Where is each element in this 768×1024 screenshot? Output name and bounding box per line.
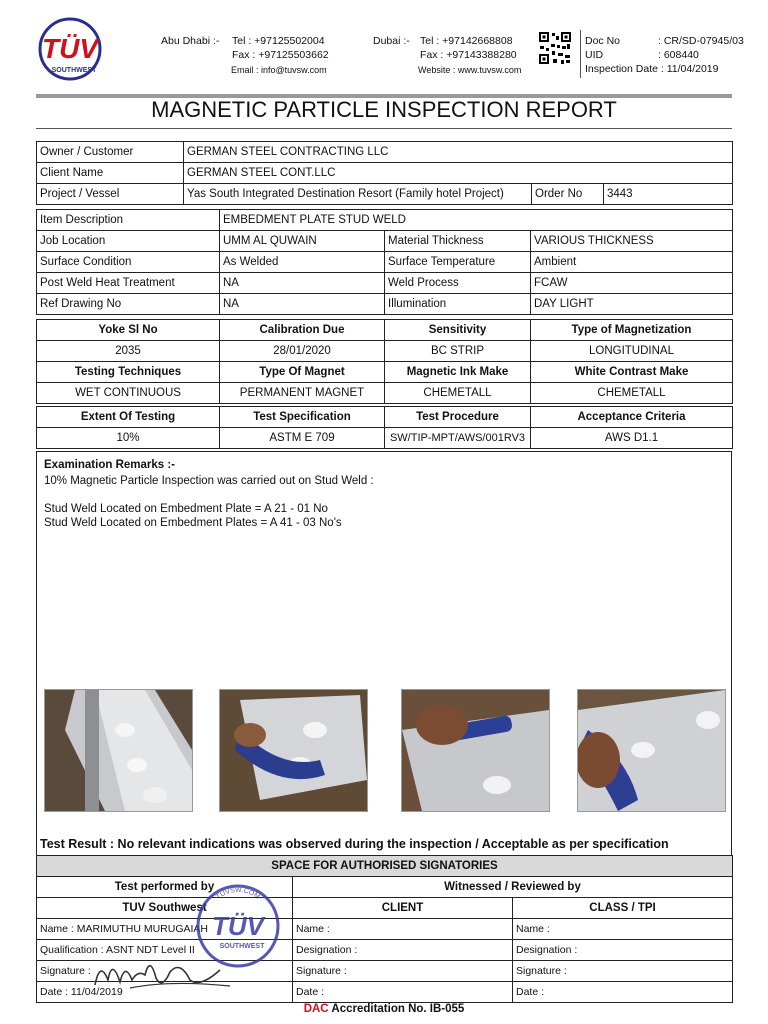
equip-header: Testing Techniques <box>37 362 220 383</box>
performed-by-label: Test performed by <box>37 877 293 898</box>
tuv-signature: Signature : <box>37 961 293 982</box>
class-tpi-label: CLASS / TPI <box>513 898 733 919</box>
signatories-title: SPACE FOR AUTHORISED SIGNATORIES <box>37 856 733 877</box>
equip-cell: LONGITUDINAL <box>531 341 733 362</box>
client-signature: Signature : <box>293 961 513 982</box>
client-value: GERMAN STEEL CONT.LLC <box>184 163 733 184</box>
equip-header: Calibration Due <box>220 320 385 341</box>
item-table <box>36 209 733 315</box>
abudhabi-label: Abu Dhabi :- <box>161 35 220 47</box>
dubai-label: Dubai :- <box>373 35 410 47</box>
pwht-label: Post Weld Heat Treatment <box>37 273 220 294</box>
extent-cell: AWS D1.1 <box>531 428 733 449</box>
extent-header: Test Procedure <box>385 407 531 428</box>
illumination-label: Illumination <box>385 294 531 315</box>
docno-value: : CR/SD-07945/03 <box>658 35 744 47</box>
surface-temp-value: Ambient <box>531 252 733 273</box>
equip-cell: 28/01/2020 <box>220 341 385 362</box>
remarks-title: Examination Remarks :- <box>44 459 176 471</box>
abudhabi-fax: Fax : +97125503662 <box>232 49 329 61</box>
project-value: Yas South Integrated Destination Resort (Family hotel Project) <box>184 184 532 205</box>
weld-process-label: Weld Process <box>385 273 531 294</box>
surface-condition-value: As Welded <box>220 252 385 273</box>
header-divider <box>580 30 581 78</box>
remarks-line-3: Stud Weld Located on Embedment Plates = A 41 - 03 No's <box>44 517 342 529</box>
thickness-label: Material Thickness <box>385 231 531 252</box>
illumination-value: DAY LIGHT <box>531 294 733 315</box>
equip-header: White Contrast Make <box>531 362 733 383</box>
witnessed-by-label: Witnessed / Reviewed by <box>293 877 733 898</box>
extent-header: Acceptance Criteria <box>531 407 733 428</box>
owner-label: Owner / Customer <box>37 142 184 163</box>
order-label: Order No <box>532 184 604 205</box>
equip-header: Sensitivity <box>385 320 531 341</box>
dac-label: DAC <box>303 1003 329 1015</box>
equip-header: Type of Magnetization <box>531 320 733 341</box>
test-result: Test Result : No relevant indications was observed during the inspection / Acceptable as per specification <box>40 837 669 851</box>
uid-label: UID <box>585 49 604 61</box>
svg-text:TÜV: TÜV <box>42 33 98 64</box>
handwritten-signature <box>90 950 240 995</box>
dubai-tel: Tel : +97142668808 <box>420 35 513 47</box>
inspection-photo <box>577 689 726 812</box>
tuv-southwest-label: TUV Southwest <box>37 898 293 919</box>
client-label: Client Name <box>37 163 184 184</box>
surface-temp-label: Surface Temperature <box>385 252 531 273</box>
client-name: Name : <box>293 919 513 940</box>
svg-text:SOUTHWEST: SOUTHWEST <box>51 67 97 74</box>
owner-table <box>36 141 733 205</box>
svg-text:TUVSW.COM: TUVSW.COM <box>215 886 261 902</box>
footer-accreditation <box>0 1003 768 1015</box>
extent-table <box>36 406 733 449</box>
docno-label: Doc No <box>585 35 621 47</box>
thickness-value: VARIOUS THICKNESS <box>531 231 733 252</box>
svg-text:TÜV: TÜV <box>212 911 264 941</box>
qr-code-icon <box>538 31 572 65</box>
tuv-date: Date : 11/04/2019 <box>37 982 293 1003</box>
client-date: Date : <box>293 982 513 1003</box>
weld-process-value: FCAW <box>531 273 733 294</box>
equip-cell: CHEMETALL <box>385 383 531 404</box>
order-value: 3443 <box>604 184 733 205</box>
abudhabi-tel: Tel : +97125502004 <box>232 35 325 47</box>
extent-cell: 10% <box>37 428 220 449</box>
equip-header: Yoke Sl No <box>37 320 220 341</box>
equip-header: Magnetic Ink Make <box>385 362 531 383</box>
equip-cell: WET CONTINUOUS <box>37 383 220 404</box>
inspection-photo <box>219 689 368 812</box>
title-rule-bottom <box>36 128 732 129</box>
equip-cell: PERMANENT MAGNET <box>220 383 385 404</box>
equip-cell: 2035 <box>37 341 220 362</box>
client-column-label: CLIENT <box>293 898 513 919</box>
remarks-line-2: Stud Weld Located on Embedment Plate = A 21 - 01 No <box>44 503 328 515</box>
project-label: Project / Vessel <box>37 184 184 205</box>
ref-drawing-value: NA <box>220 294 385 315</box>
email-text: Email : info@tuvsw.com <box>231 65 327 75</box>
equip-header: Type Of Magnet <box>220 362 385 383</box>
svg-text:SOUTHWEST: SOUTHWEST <box>219 943 265 950</box>
class-signature: Signature : <box>513 961 733 982</box>
dubai-fax: Fax : +97143388280 <box>420 49 517 61</box>
ref-drawing-label: Ref Drawing No <box>37 294 220 315</box>
extent-cell: SW/TIP-MPT/AWS/001RV3 <box>385 428 531 449</box>
website-text: Website : www.tuvsw.com <box>418 65 522 75</box>
tuv-name: Name : MARIMUTHU MURUGAIAH <box>37 919 293 940</box>
inspection-photo <box>44 689 193 812</box>
class-designation: Designation : <box>513 940 733 961</box>
job-location-label: Job Location <box>37 231 220 252</box>
inspection-date: Inspection Date : 11/04/2019 <box>585 63 719 75</box>
uid-value: : 608440 <box>658 49 699 61</box>
equip-cell: BC STRIP <box>385 341 531 362</box>
item-desc-value: EMBEDMENT PLATE STUD WELD <box>220 210 733 231</box>
owner-value: GERMAN STEEL CONTRACTING LLC <box>184 142 733 163</box>
inspection-photo <box>401 689 550 812</box>
extent-header: Test Specification <box>220 407 385 428</box>
job-location-value: UMM AL QUWAIN <box>220 231 385 252</box>
class-date: Date : <box>513 982 733 1003</box>
client-designation: Designation : <box>293 940 513 961</box>
equipment-table <box>36 319 733 404</box>
item-desc-label: Item Description <box>37 210 220 231</box>
extent-cell: ASTM E 709 <box>220 428 385 449</box>
extent-header: Extent Of Testing <box>37 407 220 428</box>
tuv-qualification: Qualification : ASNT NDT Level II <box>37 940 293 961</box>
tuv-logo <box>34 16 112 82</box>
equip-cell: CHEMETALL <box>531 383 733 404</box>
class-name: Name : <box>513 919 733 940</box>
surface-condition-label: Surface Condition <box>37 252 220 273</box>
accreditation-number: Accreditation No. IB-055 <box>331 1003 465 1015</box>
page-title: MAGNETIC PARTICLE INSPECTION REPORT <box>151 97 617 122</box>
pwht-value: NA <box>220 273 385 294</box>
remarks-line-1: 10% Magnetic Particle Inspection was carried out on Stud Weld : <box>44 475 374 487</box>
